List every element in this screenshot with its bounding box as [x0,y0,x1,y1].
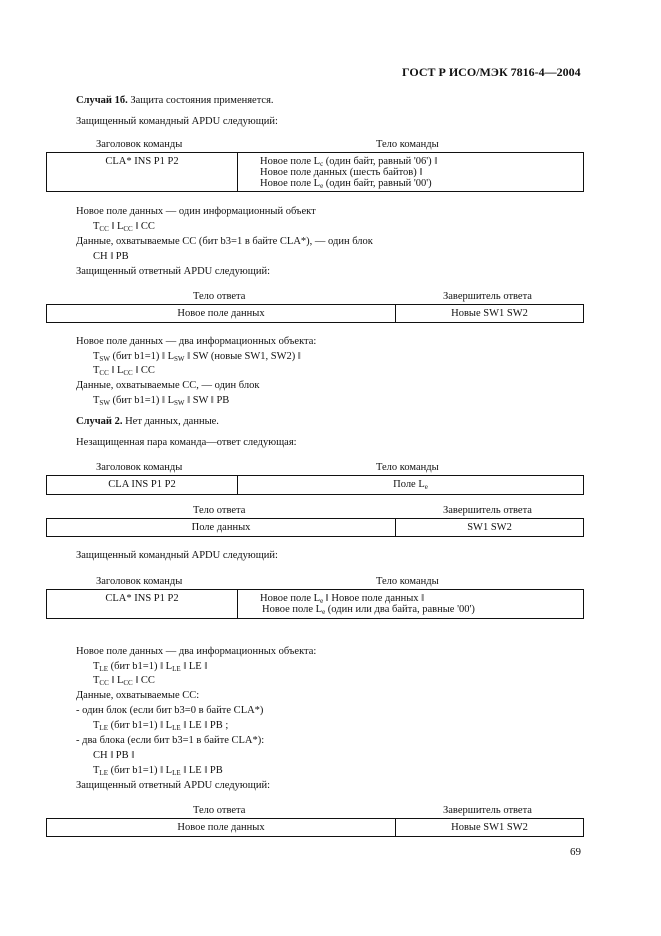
table1 [46,152,584,192]
table3-cell-body [237,476,583,494]
block1-line5: Защищенный ответный APDU следующий: [76,266,270,277]
block1-line1: Новое поле данных — один информационный объект [76,206,316,217]
table4-col1-header: Тело ответа [193,505,246,516]
table1-cell-body [237,153,583,191]
case-1b-label: Случай 1б. [76,95,128,106]
table5 [46,589,584,619]
unsecured-pair-intro: Незащищенная пара команда—ответ следующая: [76,437,297,448]
table3-cell-header [47,476,237,494]
table6-cell-body [47,819,395,836]
table2-cell-trailer [395,305,583,322]
table1-cell-header [47,153,237,191]
table5-cell1-text: CLA* INS P1 P2 [105,593,179,604]
table6-cell1-text: Новое поле данных [177,822,265,833]
table3 [46,475,584,495]
table4-cell1-text: Поле данных [191,522,251,533]
block2-line5: $T_{SW}$ (бит b1=1) ‖ $L_{SW}$ ‖ SW ‖ PB [93,395,230,407]
table2-cell1-text: Новое поле данных [177,308,265,319]
table5-body-line1: Новое поле $L_e$ ‖ Новое поле данных ‖ [260,593,425,605]
block3-line4: Данные, охватываемые CC: [76,690,200,701]
table6-cell-trailer [395,819,583,836]
table4-cell2-text: SW1 SW2 [467,522,512,533]
table3-col1-header: Заголовок команды [96,462,183,473]
table5-cell-header [47,590,237,618]
block3-line5: - один блок (если бит b3=0 в байте CLA*) [76,705,264,716]
table6-cell2-text: Новые SW1 SW2 [451,822,528,833]
case-1b-text: Защита состояния применяется. [127,95,274,106]
table1-body-line3: Новое поле $L_e$ (один байт, равный '00') [260,178,432,190]
block2-line2: $T_{SW}$ (бит b1=1) ‖ $L_{SW}$ ‖ SW (новые SW1, SW2) ‖ [93,351,301,363]
table1-body-line1: Новое поле $L_c$ (один байт, равный '06') ‖ [260,156,438,168]
case-2-text: Нет данных, данные. [122,416,219,427]
block3-line1: Новое поле данных — два информационных объекта: [76,646,317,657]
block2-line3: $T_{CC}$ ‖ $L_{CC}$ ‖ CC [93,365,155,377]
block3-line9: $T_{LE}$ (бит b1=1) ‖ $L_{LE}$ ‖ LE ‖ PB [93,765,223,777]
block3-line6: $T_{LE}$ (бит b1=1) ‖ $L_{LE}$ ‖ LE ‖ PB ; [93,720,229,732]
table5-col2-header: Тело команды [376,576,439,587]
case-2-label: Случай 2. [76,416,123,427]
secured-command-intro-1: Защищенный командный APDU следующий: [76,116,278,127]
table5-body-line2: Новое поле $L_e$ (один или два байта, равные '00') [262,604,475,616]
block3-line8: CH ‖ PB ‖ [93,750,135,761]
table5-cell-body [237,590,583,618]
block3-line7: - два блока (если бит b3=1 в байте CLA*): [76,735,265,746]
block3-line2: $T_{LE}$ (бит b1=1) ‖ $L_{LE}$ ‖ LE ‖ [93,661,208,673]
table4-cell-trailer [395,519,583,536]
table2-cell2-text: Новые SW1 SW2 [451,308,528,319]
block3-line10: Защищенный ответный APDU следующий: [76,780,270,791]
table2-col2-header: Завершитель ответа [443,291,532,302]
table3-col2-header: Тело команды [376,462,439,473]
table4-cell-body [47,519,395,536]
block1-line3: Данные, охватываемые CC (бит b3=1 в байте CLA*), — один блок [76,236,373,247]
table2-col1-header: Тело ответа [193,291,246,302]
table4-col2-header: Завершитель ответа [443,505,532,516]
table5-col1-header: Заголовок команды [96,576,183,587]
case-2-line [76,415,219,428]
table1-col2-header: Тело команды [376,139,439,150]
table1-body-line2: Новое поле данных (шесть байтов) ‖ [260,167,423,178]
block3-line3: $T_{CC}$ ‖ $L_{CC}$ ‖ CC [93,675,155,687]
block2-line4: Данные, охватываемые CC, — один блок [76,380,260,391]
block1-line4: CH ‖ PB [93,251,129,262]
block1-line2: $T_{CC}$ ‖ $L_{CC}$ ‖ CC [93,221,155,233]
table2 [46,304,584,323]
block2-line1: Новое поле данных — два информационных объекта: [76,336,317,347]
document-header: ГОСТ Р ИСО/МЭК 7816-4—2004 [402,65,581,79]
secured-command-intro-2: Защищенный командный APDU следующий: [76,550,278,561]
page-number: 69 [570,846,581,858]
table1-col1-header: Заголовок команды [96,139,183,150]
case-1b-line [76,94,274,107]
table2-cell-body [47,305,395,322]
table6 [46,818,584,837]
table3-cell1-text: CLA INS P1 P2 [108,479,176,490]
table3-cell2-text: Поле $L_e$ [393,479,428,491]
table6-col1-header: Тело ответа [193,805,246,816]
table4 [46,518,584,537]
table1-cell1-text: CLA* INS P1 P2 [105,156,179,167]
table6-col2-header: Завершитель ответа [443,805,532,816]
